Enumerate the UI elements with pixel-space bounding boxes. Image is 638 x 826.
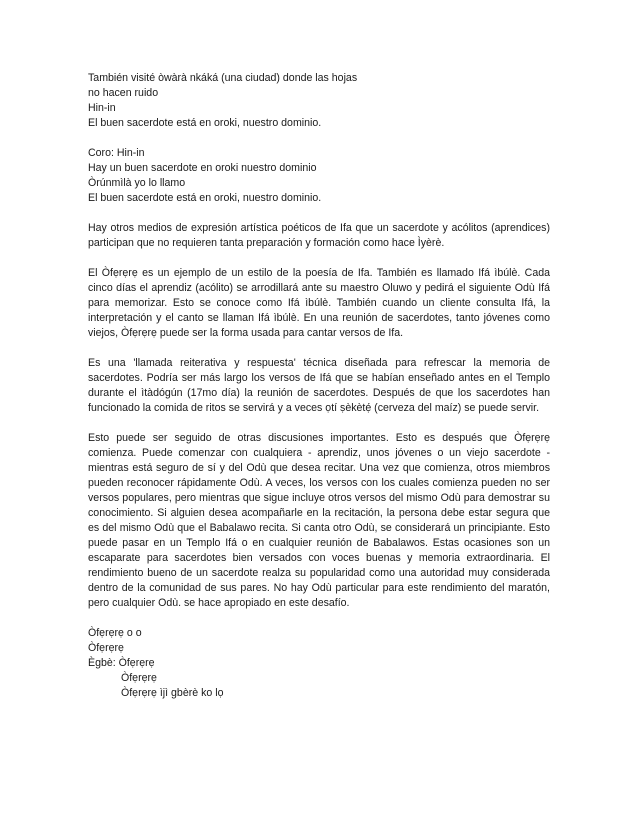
poem-line: Hin-in [88,102,116,114]
document-page [88,71,550,701]
poem-line: Òfẹrẹrẹ ìjì gbèrè ko lọ [121,687,224,699]
poem-line: Òfẹrẹrẹ [88,642,124,654]
chorus-line: Hay un buen sacerdote en oroki nuestro dominio [88,162,317,174]
poem-line: También visité òwàrà nkáká (una ciudad) donde las hojas [88,72,358,84]
poem-line: no hacen ruido [88,87,159,99]
chorus-line: Òrúnmìlà yo lo llamo [88,177,186,189]
chorus-stanza [88,146,550,206]
chorus-line: El buen sacerdote está en oroki, nuestro dominio. [88,192,322,204]
closing-poem [88,626,550,701]
poem-line: Òfẹrẹrẹ [121,672,157,684]
paragraph: Hay otros medios de expresión artística poéticos de Ifa que un sacerdote y acólitos (aprendices) participan que no requieren tanta preparación y formación como hace Ìyèrè. [88,222,550,249]
paragraph: Esto puede ser seguido de otras discusiones importantes. Esto es después que Òfẹrẹrẹ comienza. Puede comenzar con cualquiera - aprendiz, unos jóvenes o un viejo sacerdote - mientras está seguro de sí y del Odù que desea recitar. Una vez que comienza, otros miembros pueden reconocer rápidamente Odù. A veces, los versos con los cuales comienza pueden no ser versos populares, pero mientras que sigue incluye otros versos del mismo Odù para demostrar su conocimiento. Si alguien desea acompañarle en la recitación, la persona debe estar segura que es del mismo Odù que el Babalawo recita. Si canta otro Odù, se considerará un principiante. Esto puede pasar en un Templo Ifá o en cualquier reunión de Babalawos. Estas ocasiones son un escaparate para sacerdotes bien versados con voces buenas y memoria extraordinaria. El rendimiento bueno de un sacerdote realza su popularidad como una autoridad muy considerada dentro de la comunidad de sus pares. No hay Odù particular para este rendimiento del maratón, pero cualquier Odù. se hace apropiado en este desafío. [88,432,550,609]
chorus-line: Coro: Hin-in [88,147,145,159]
paragraph: Es una 'llamada reiterativa y respuesta' técnica diseñada para refrescar la memoria de sacerdotes. Podría ser más largo los versos de Ifá que se habían enseñado antes en el Templo durante el ìtàdógún (17mo día) la reunión de sacerdotes. Después de que los sacerdotes han funcionado la comida de ritos se servirá y a veces ọtí ṣèkètẹ́ (cerveza del maíz) se puede servir. [88,357,550,414]
poem-line: Ègbè: Òfẹrẹrẹ [88,657,155,669]
poem-line: Òfẹrẹrẹ o o [88,627,142,639]
poem-stanza [88,71,550,131]
poem-line: El buen sacerdote está en oroki, nuestro dominio. [88,117,322,129]
paragraph: El Òfẹrẹrẹ es un ejemplo de un estilo de la poesía de Ifa. También es llamado Ifá ìbúlè. Cada cinco días el aprendiz (acólito) se arrodillará ante su maestro Oluwo y pedirá el siguiente Odù Ifá para memorizar. Esto se conoce como Ifá ìbúlè. También cuando un cliente consulta Ifá, la interpretación y el canto se llaman Ifá ìbúlè. En una reunión de sacerdotes, tanto jóvenes como viejos, Òfẹrẹrẹ puede ser la forma usada para cantar versos de Ifa. [88,267,550,339]
